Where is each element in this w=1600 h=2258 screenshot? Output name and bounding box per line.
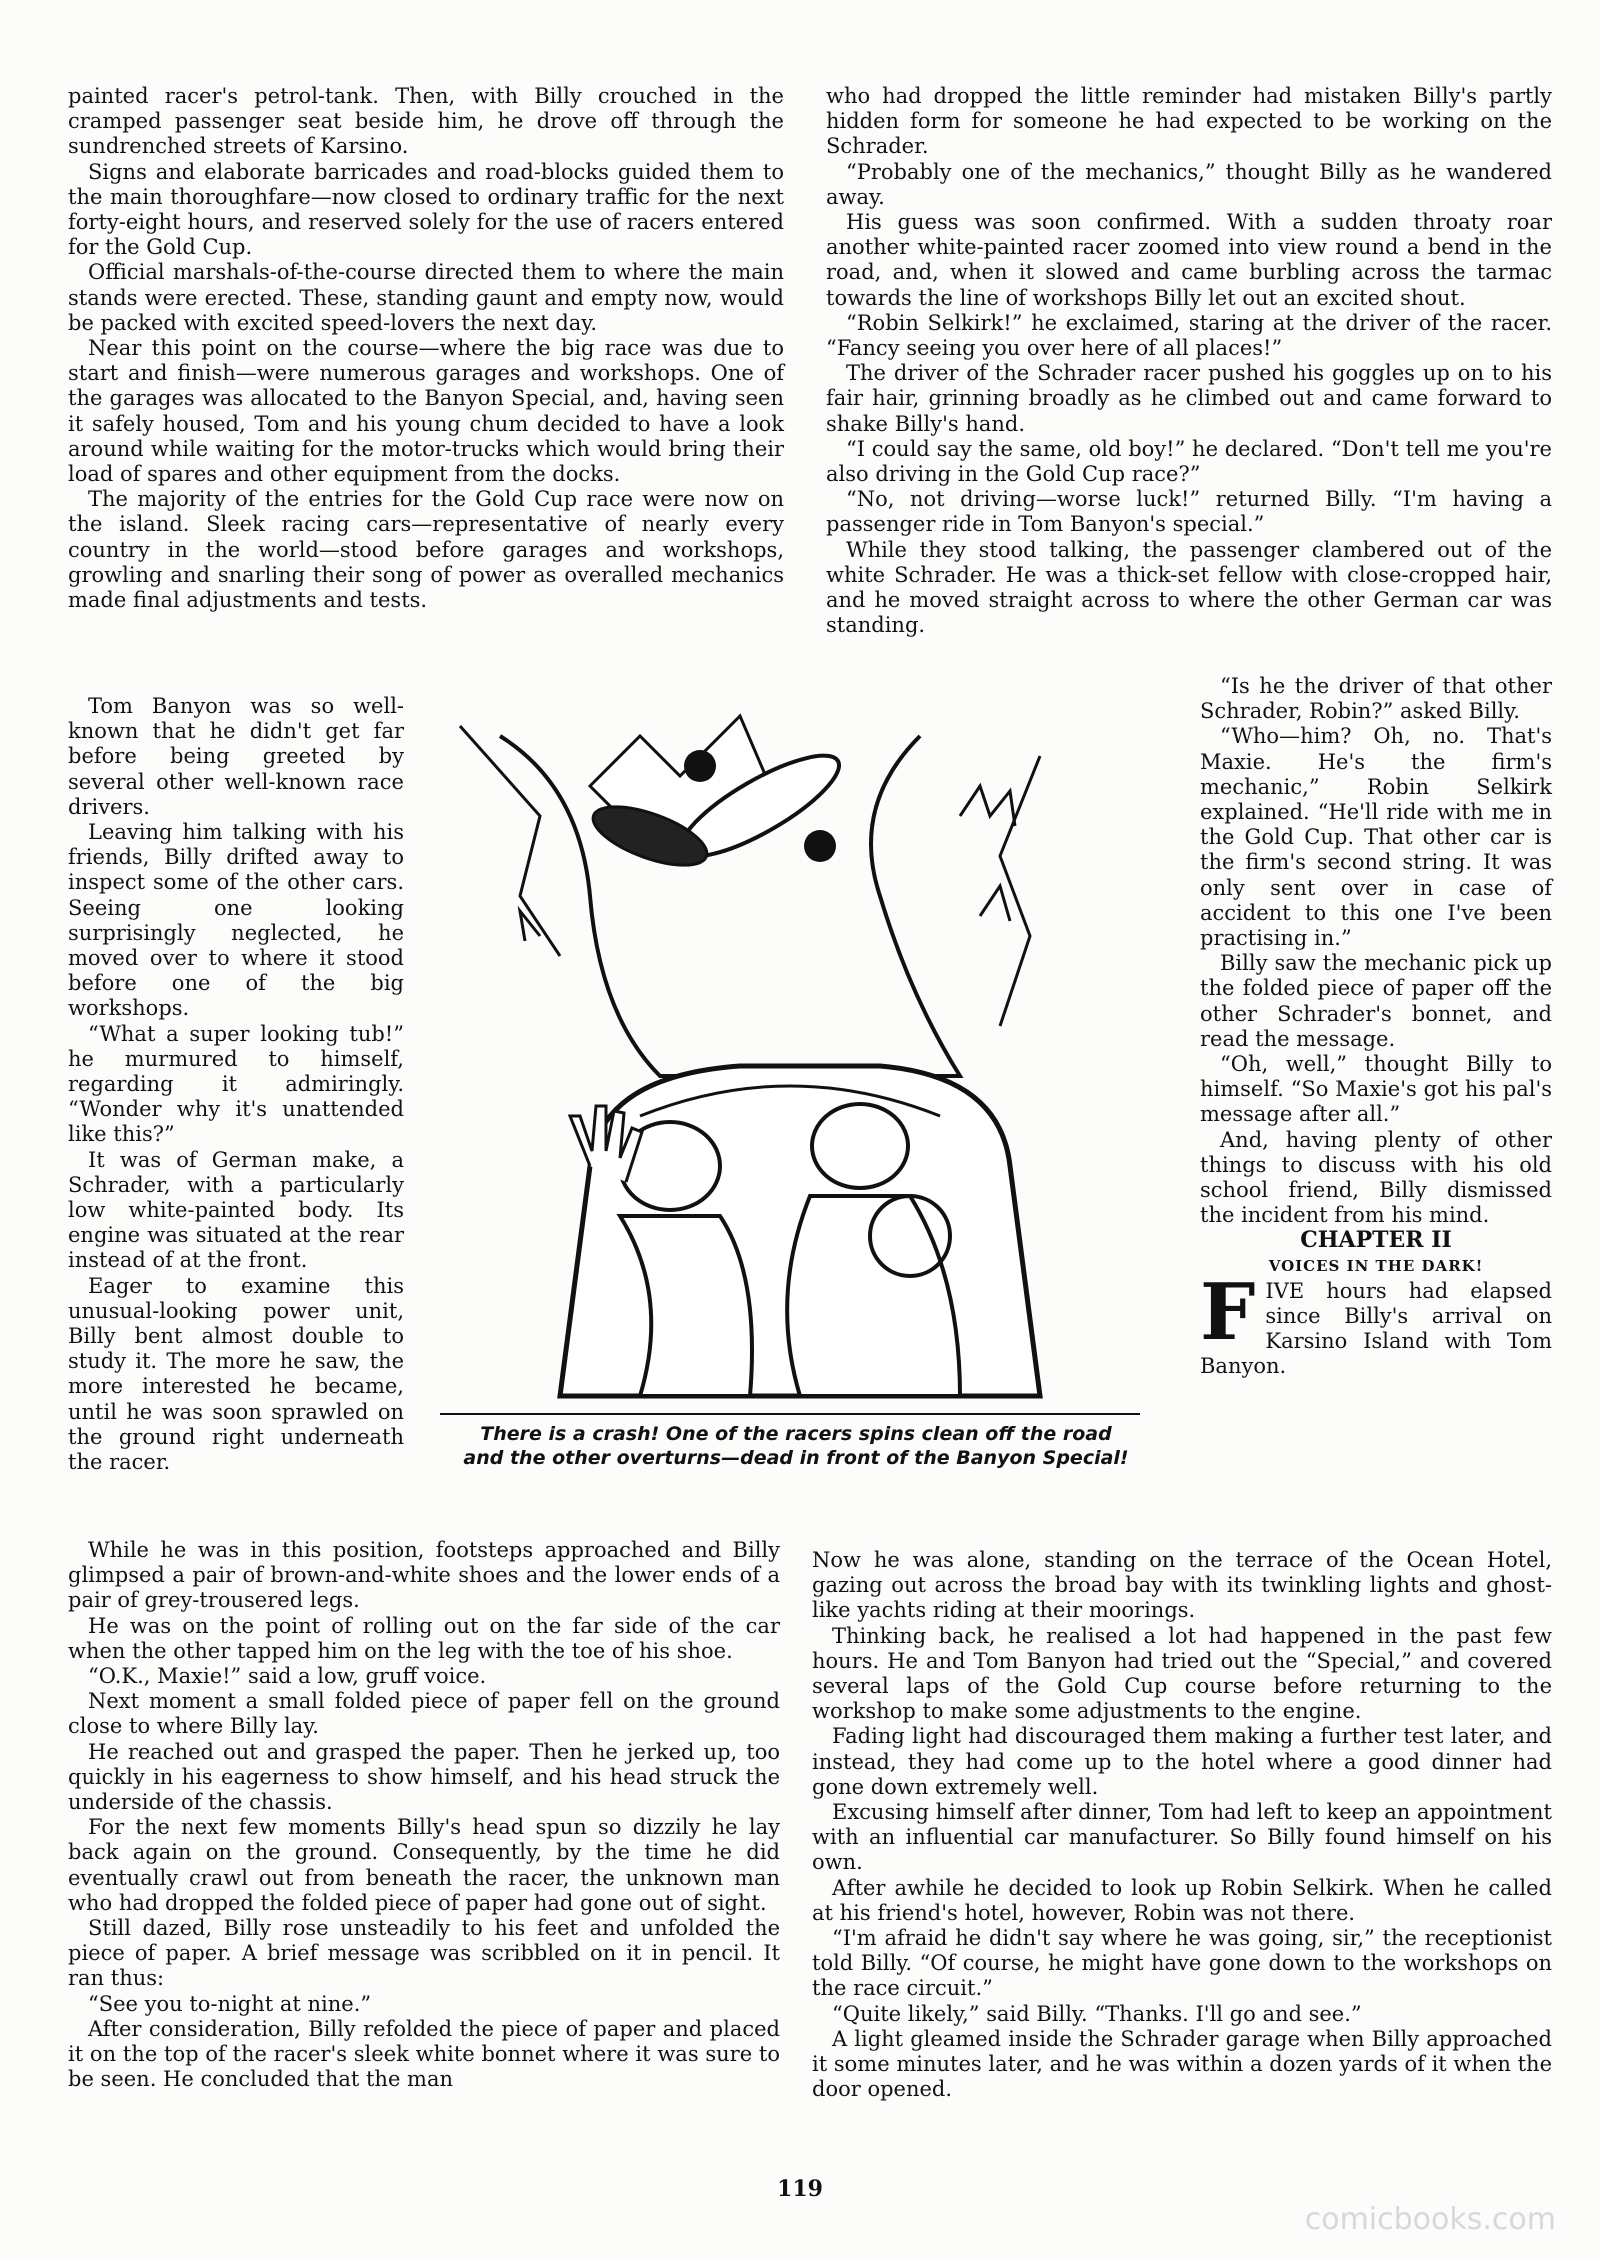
paragraph: The majority of the entries for the Gold Cup race were now on the island. Sleek racing cars—representative of nearly every country in the world—stood before garages and workshops, growling and snarling their song of power as overalled mechanics made final adjustments and tests.: [68, 487, 784, 613]
paragraph: Fading light had discouraged them making a further test later, and instead, they had come up to the hotel where a good dinner had gone down extremely well.: [812, 1724, 1552, 1799]
paragraph: He was on the point of rolling out on the far side of the car when the other tapped him on the leg with the toe of his shoe.: [68, 1613, 780, 1663]
paragraph: “Is he the driver of that other Schrader, Robin?” asked Billy.: [1200, 674, 1552, 724]
paragraph: Billy saw the mechanic pick up the folded piece of paper off the other Schrader's bonnet, and read the message.: [1200, 951, 1552, 1051]
paragraph: Next moment a small folded piece of paper fell on the ground close to where Billy lay.: [68, 1689, 780, 1739]
paragraph: who had dropped the little reminder had mistaken Billy's partly hidden form for someone he had expected to be working on the Schrader.: [826, 84, 1552, 159]
paragraph: Eager to examine this unusual-looking power unit, Billy bent almost double to study it. The more he saw, the more interested he became, until he was soon sprawled on the ground right underneath the racer.: [68, 1273, 404, 1475]
paragraph: And, having plenty of other things to discuss with his old school friend, Billy dismissed the incident from his mind.: [1200, 1127, 1552, 1228]
paragraph: “No, not driving—worse luck!” returned Billy. “I'm having a passenger ride in Tom Banyon's special.”: [826, 487, 1552, 537]
right-column-narrow: [1200, 674, 1552, 1380]
paragraph: Now he was alone, standing on the terrace of the Ocean Hotel, gazing out across the broad bay with its twinkling lights and ghost-like yachts riding at their moorings.: [812, 1548, 1552, 1623]
left-column-bottom: [68, 1538, 780, 2092]
paragraph: Tom Banyon was so well-known that he didn't get far before being greeted by several other well-known race drivers.: [68, 694, 404, 819]
chapter-first-paragraph: FIVE hours had elapsed since Billy's arrival on Karsino Island with Tom Banyon.: [1200, 1266, 1552, 1379]
paragraph: A light gleamed inside the Schrader garage when Billy approached it some minutes later, and he was within a dozen yards of it when the door opened.: [812, 2026, 1552, 2102]
paragraph: “I could say the same, old boy!” he declared. “Don't tell me you're also driving in the Gold Cup race?”: [826, 436, 1552, 487]
chapter-subtitle: VOICES IN THE DARK!: [1268, 1256, 1484, 1275]
paragraph: He reached out and grasped the paper. Then he jerked up, too quickly in his eagerness to show himself, and his head struck the underside of the chassis.: [68, 1739, 780, 1815]
paragraph: Official marshals-of-the-course directed them to where the main stands were erected. These, standing gaunt and empty now, would be packed with excited speed-lovers the next day.: [68, 260, 784, 335]
paragraph: “Probably one of the mechanics,” thought Billy as he wandered away.: [826, 159, 1552, 209]
paragraph: painted racer's petrol-tank. Then, with Billy crouched in the cramped passenger seat beside him, he drove off through the sundrenched streets of Karsino.: [68, 84, 784, 159]
left-column-top: [68, 84, 784, 613]
race-crash-illustration: [440, 696, 1140, 1416]
paragraph: Thinking back, he realised a lot had happened in the past few hours. He and Tom Banyon had tried out the “Special,” and covered several laps of the Gold Cup course before returning to the workshop to make some adjustments to the engine.: [812, 1623, 1552, 1724]
paragraph: “Who—him? Oh, no. That's Maxie. He's the firm's mechanic,” Robin Selkirk explained. “He'll ride with me in the Gold Cup. That other car is the firm's second string. It was only sent over in case of accident to this one I've been practising in.”: [1200, 724, 1552, 951]
paragraph: After awhile he decided to look up Robin Selkirk. When he called at his friend's hotel, however, Robin was not there.: [812, 1875, 1552, 1925]
paragraph: “Robin Selkirk!” he exclaimed, staring at the driver of the racer. “Fancy seeing you over here of all places!”: [826, 310, 1552, 361]
paragraph: “I'm afraid he didn't say where he was going, sir,” the receptionist told Billy. “Of course, he might have gone down to the workshops on the race circuit.”: [812, 1926, 1552, 2001]
watermark: comicbooks.com: [1304, 2202, 1556, 2237]
paragraph: “Oh, well,” thought Billy to himself. “So Maxie's got his pal's message after all.”: [1200, 1052, 1552, 1127]
paragraph: Signs and elaborate barricades and road-blocks guided them to the main thoroughfare—now closed to ordinary traffic for the next forty-eight hours, and reserved solely for the use of racers entered for the Gold Cup.: [68, 159, 784, 260]
paragraph: Excusing himself after dinner, Tom had left to keep an appointment with an influential car manufacturer. So Billy found himself on his own.: [812, 1800, 1552, 1875]
paragraph: Leaving him talking with his friends, Billy drifted away to inspect some of the other cars. Seeing one looking surprisingly neglected, he moved over to where it stood before one of the big workshops.: [68, 820, 404, 1021]
right-column-bottom: [812, 1548, 1552, 2102]
paragraph: Near this point on the course—where the big race was due to start and finish—were numerous garages and workshops. One of the garages was allocated to the Banyon Special, and, having seen it safely housed, Tom and his young chum decided to have a look around while waiting for the motor-trucks which would bring their load of spares and other equipment from the docks.: [68, 336, 784, 487]
paragraph: After consideration, Billy refolded the piece of paper and placed it on the top of the racer's sleek white bonnet where it was sure to be seen. He concluded that the man: [68, 2016, 780, 2092]
paragraph: His guess was soon confirmed. With a sudden throaty roar another white-painted racer zoomed into view round a bend in the road, and, when it slowed and came burbling across the tarmac towards the line of workshops Billy let out an excited shout.: [826, 210, 1552, 310]
page-number: 119: [777, 2176, 823, 2202]
illustration-caption: There is a crash! One of the racers spins clean off the road and the other overturns—dead in front of the Banyon Special!: [463, 1423, 1129, 1469]
left-column-narrow: [68, 694, 404, 1475]
right-column-top: [826, 84, 1552, 638]
paragraph: “What a super looking tub!” he murmured to himself, regarding it admiringly. “Wonder why it's unattended like this?”: [68, 1021, 404, 1147]
paragraph: For the next few moments Billy's head spun so dizzily he lay back again on the ground. Consequently, by the time he did eventually crawl out from beneath the racer, the unknown man who had dropped the folded piece of paper had gone out of sight.: [68, 1815, 780, 1915]
drop-cap: F: [1200, 1266, 1256, 1358]
paragraph: The driver of the Schrader racer pushed his goggles up on to his fair hair, grinning broadly as he climbed out and came forward to shake Billy's hand.: [826, 361, 1552, 436]
paragraph: “See you to-night at nine.”: [88, 1991, 372, 2016]
chapter-heading: CHAPTER II: [1300, 1227, 1452, 1254]
paragraph: It was of German make, a Schrader, with a particularly low white-painted body. Its engine was situated at the rear instead of at the front.: [68, 1147, 404, 1273]
paragraph: While they stood talking, the passenger clambered out of the white Schrader. He was a thick-set fellow with close-cropped hair, and he moved straight across to where the other German car was standing.: [826, 537, 1552, 638]
paragraph: Still dazed, Billy rose unsteadily to his feet and unfolded the piece of paper. A brief message was scribbled on it in pencil. It ran thus:: [68, 1916, 780, 1991]
paragraph: “O.K., Maxie!” said a low, gruff voice.: [88, 1664, 487, 1689]
paragraph: “Quite likely,” said Billy. “Thanks. I'll go and see.”: [832, 2001, 1362, 2026]
paragraph: While he was in this position, footsteps approached and Billy glimpsed a pair of brown-and-white shoes and the lower ends of a pair of grey-trousered legs.: [68, 1538, 780, 1613]
